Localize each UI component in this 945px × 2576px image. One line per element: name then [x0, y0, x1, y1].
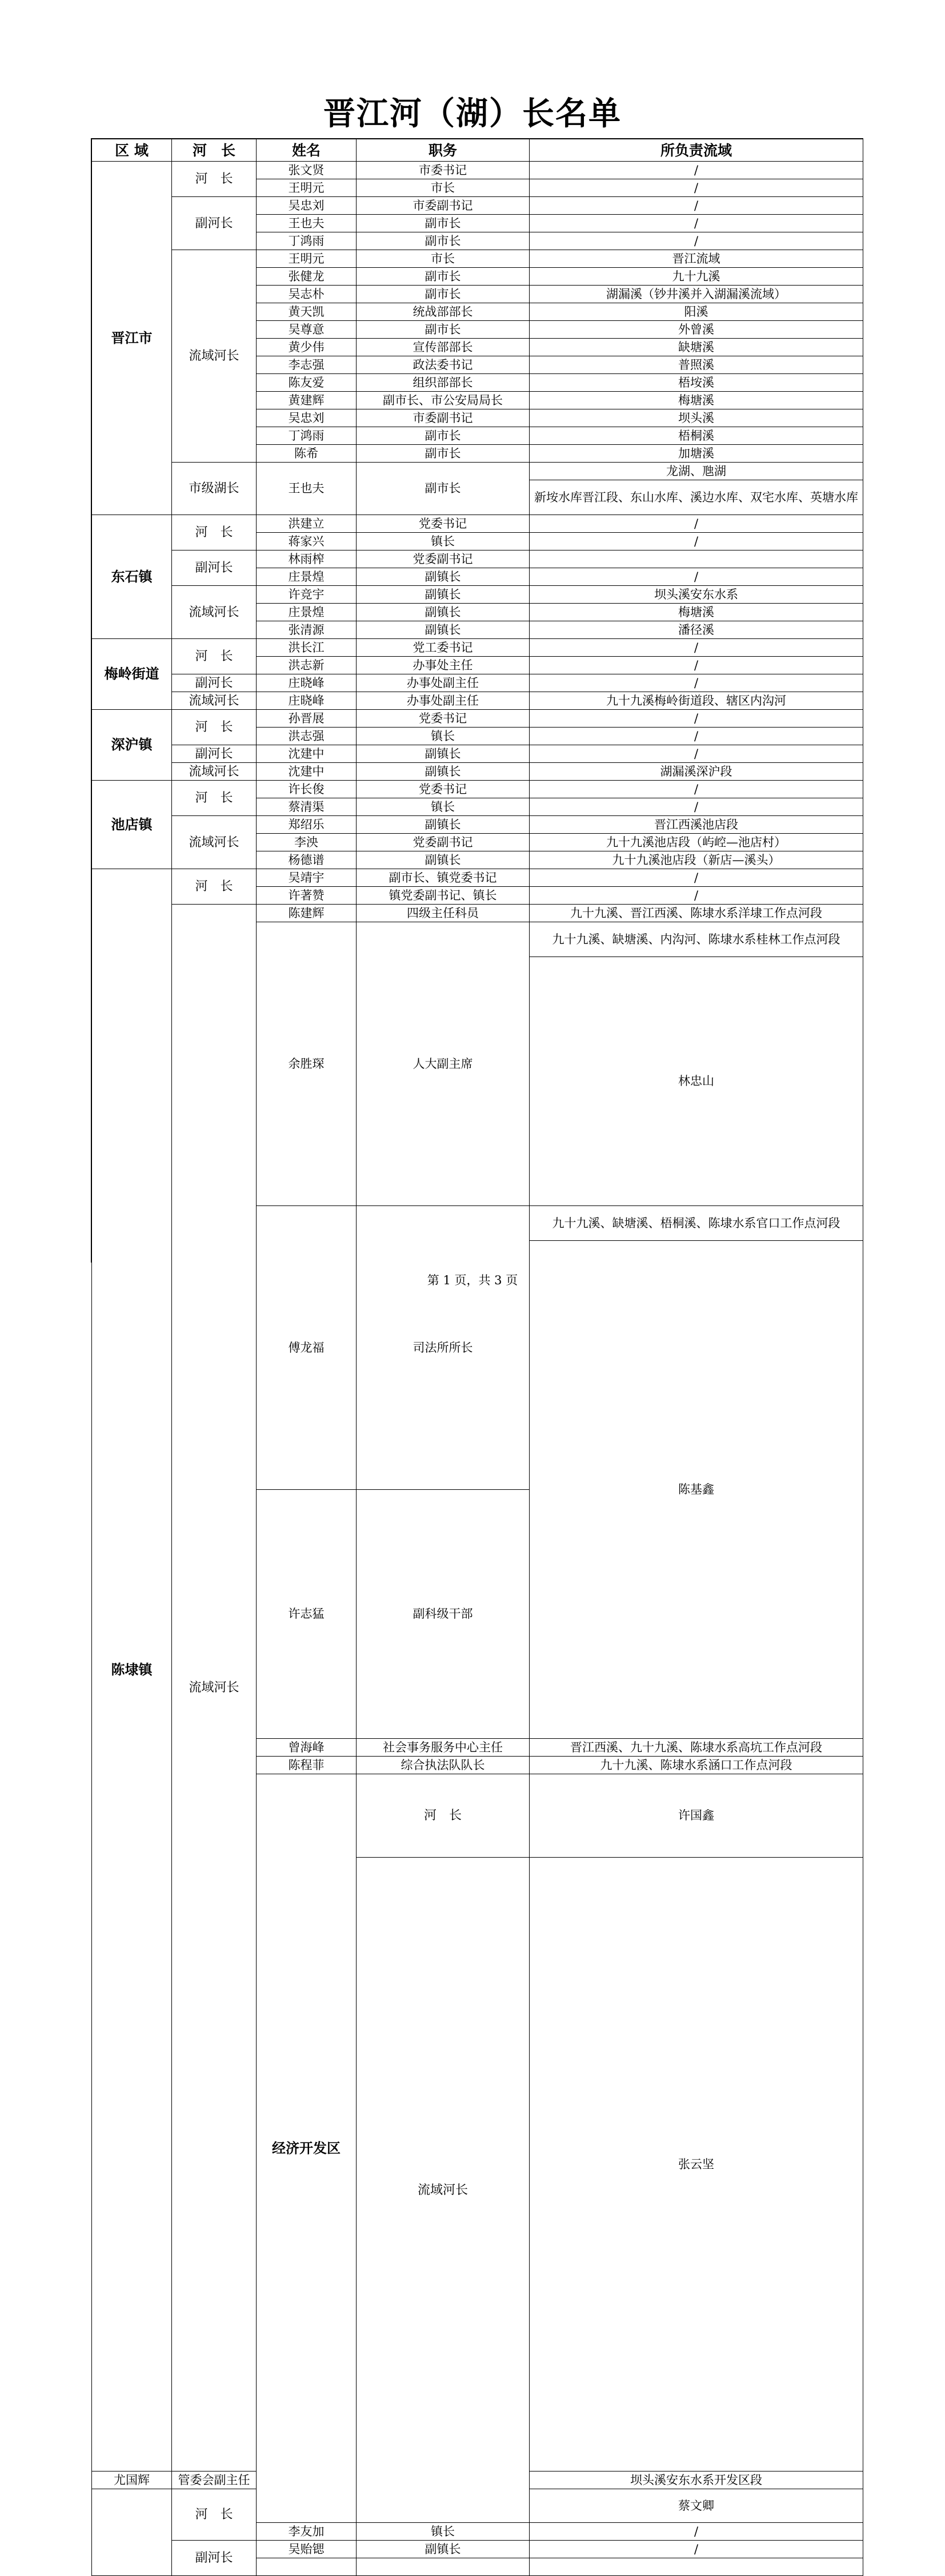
- name-cell: 黄天凯: [257, 303, 357, 321]
- scope-cell: 九十九溪、缺塘溪、内沟河、陈埭水系桂林工作点河段: [530, 922, 863, 957]
- name-cell: [257, 2558, 357, 2576]
- post-cell: 副市长、镇党委书记: [357, 869, 530, 887]
- name-cell: 庄晓峰: [257, 692, 357, 710]
- column-header-role: 河 长: [172, 139, 257, 162]
- table-row: [92, 692, 863, 710]
- scope-cell: 普照溪: [530, 356, 863, 374]
- post-cell: 党委副书记: [357, 834, 530, 851]
- post-cell: 副镇长: [357, 568, 530, 586]
- table-row: [92, 639, 863, 657]
- scope-cell: /: [530, 2523, 863, 2541]
- scope-cell: 坝头溪安东水系: [530, 586, 863, 604]
- name-cell: 丁鸿雨: [257, 427, 357, 445]
- column-header-name: 姓名: [257, 139, 357, 162]
- scope-cell: /: [530, 674, 863, 692]
- name-cell: 庄景煌: [257, 568, 357, 586]
- name-cell: 曾海峰: [257, 1739, 357, 1757]
- name-cell: 王明元: [257, 250, 357, 268]
- role-cell: 河 长: [172, 869, 257, 905]
- name-cell: 林忠山: [530, 957, 863, 1206]
- name-cell: 张清源: [257, 621, 357, 639]
- scope-cell: 坝头溪: [530, 409, 863, 427]
- page-title: 晋江河（湖）长名单: [323, 95, 622, 132]
- scope-cell: 湖漏溪（钞井溪并入湖漏溪流域）: [530, 286, 863, 303]
- table-row: [92, 550, 863, 568]
- post-cell: 副科级干部: [357, 1490, 530, 1739]
- name-cell: 陈友爱: [257, 374, 357, 392]
- scope-cell: /: [530, 179, 863, 197]
- post-cell: 副市长: [357, 463, 530, 515]
- post-cell: 宣传部部长: [357, 339, 530, 356]
- post-cell: 党委书记: [357, 515, 530, 533]
- role-cell: 河 长: [172, 639, 257, 674]
- table-row: [92, 515, 863, 533]
- role-cell: 河 长: [172, 515, 257, 550]
- region-cell: 深沪镇: [92, 710, 172, 781]
- name-cell: 陈建辉: [257, 905, 357, 922]
- scope-cell: [530, 2558, 863, 2576]
- post-cell: 副市长: [357, 321, 530, 339]
- table-row: [92, 250, 863, 268]
- role-cell: 流域河长: [172, 905, 257, 2471]
- name-cell: 余胜琛: [257, 922, 357, 1206]
- role-cell: 流域河长: [172, 692, 257, 710]
- scope-cell: 九十九溪梅岭街道段、辖区内沟河: [530, 692, 863, 710]
- post-cell: 市长: [357, 179, 530, 197]
- scope-cell: 外曾溪: [530, 321, 863, 339]
- scope-cell: 九十九溪: [530, 268, 863, 286]
- post-cell: 人大副主席: [357, 922, 530, 1206]
- scope-cell: 九十九溪、缺塘溪、梧桐溪、陈埭水系官口工作点河段: [530, 1206, 863, 1241]
- scope-cell: 新垵水库晋江段、东山水库、溪边水库、双宅水库、英塘水库: [530, 480, 863, 515]
- post-cell: 副镇长: [357, 763, 530, 781]
- region-cell: [92, 2489, 172, 2576]
- name-cell: 洪志强: [257, 728, 357, 745]
- post-cell: 副市长: [357, 215, 530, 232]
- region-cell: 池店镇: [92, 781, 172, 869]
- scope-cell: 龙湖、虺湖: [530, 463, 863, 480]
- name-cell: 洪长江: [257, 639, 357, 657]
- post-cell: 四级主任科员: [357, 905, 530, 922]
- scope-cell: 湖漏溪深沪段: [530, 763, 863, 781]
- role-cell: 副河长: [172, 674, 257, 692]
- post-cell: 副市长: [357, 232, 530, 250]
- name-cell: 蔡清渠: [257, 798, 357, 816]
- post-cell: 镇长: [357, 728, 530, 745]
- name-cell: 吴志朴: [257, 286, 357, 303]
- name-cell: 王也夫: [257, 215, 357, 232]
- scope-cell: [530, 550, 863, 568]
- scope-cell: 阳溪: [530, 303, 863, 321]
- name-cell: 陈程菲: [257, 1757, 357, 1774]
- table-row: [92, 463, 863, 480]
- table-row: [92, 586, 863, 604]
- scope-cell: /: [530, 745, 863, 763]
- role-cell: 河 长: [172, 710, 257, 745]
- scope-cell: /: [530, 887, 863, 905]
- role-cell: 副河长: [172, 2541, 257, 2576]
- scope-cell: 缺塘溪: [530, 339, 863, 356]
- post-cell: 镇长: [357, 533, 530, 550]
- scope-cell: 坝头溪安东水系开发区段: [530, 2471, 863, 2489]
- table-row: [92, 745, 863, 763]
- name-cell: 李友加: [257, 2523, 357, 2541]
- scope-cell: /: [530, 533, 863, 550]
- name-cell: 尤国辉: [92, 2471, 172, 2489]
- scope-cell: 晋江西溪池店段: [530, 816, 863, 834]
- table-row: [92, 162, 863, 179]
- scope-cell: /: [530, 639, 863, 657]
- table-row: [92, 781, 863, 798]
- name-cell: 孙晋展: [257, 710, 357, 728]
- post-cell: 办事处副主任: [357, 692, 530, 710]
- scope-cell: 九十九溪、晋江西溪、陈埭水系洋埭工作点河段: [530, 905, 863, 922]
- name-cell: 林雨榨: [257, 550, 357, 568]
- role-cell: 流域河长: [357, 1858, 530, 2523]
- role-cell: 流域河长: [172, 816, 257, 869]
- name-cell: 洪建立: [257, 515, 357, 533]
- name-cell: 沈建中: [257, 763, 357, 781]
- post-cell: 市委副书记: [357, 197, 530, 215]
- role-cell: 河 长: [172, 162, 257, 197]
- post-cell: 副镇长: [357, 816, 530, 834]
- scope-cell: 梧垵溪: [530, 374, 863, 392]
- role-cell: 河 长: [172, 781, 257, 816]
- post-cell: 市委副书记: [357, 409, 530, 427]
- post-cell: 党委副书记: [357, 550, 530, 568]
- name-cell: 陈基鑫: [530, 1241, 863, 1739]
- region-cell: 梅岭街道: [92, 639, 172, 710]
- name-cell: 许著赞: [257, 887, 357, 905]
- post-cell: 镇长: [357, 798, 530, 816]
- region-cell: 陈埭镇: [92, 869, 172, 2471]
- post-cell: 镇党委副书记、镇长: [357, 887, 530, 905]
- post-cell: 副市长: [357, 427, 530, 445]
- region-cell: 经济开发区: [257, 1774, 357, 2523]
- post-cell: 统战部部长: [357, 303, 530, 321]
- name-cell: 庄晓峰: [257, 674, 357, 692]
- name-cell: 黄建辉: [257, 392, 357, 409]
- region-cell: 东石镇: [92, 515, 172, 639]
- post-cell: 镇长: [357, 2523, 530, 2541]
- column-header-region: 区 域: [92, 139, 172, 162]
- name-cell: 张文贤: [257, 162, 357, 179]
- scope-cell: 九十九溪池店段（屿崆—池店村）: [530, 834, 863, 851]
- post-cell: 副镇长: [357, 621, 530, 639]
- post-cell: 组织部部长: [357, 374, 530, 392]
- post-cell: 市委书记: [357, 162, 530, 179]
- name-cell: 沈建中: [257, 745, 357, 763]
- name-cell: 吴尊意: [257, 321, 357, 339]
- table-row: [92, 869, 863, 887]
- table-row: [92, 905, 863, 922]
- name-cell: 陈希: [257, 445, 357, 463]
- scope-cell: 梅塘溪: [530, 392, 863, 409]
- role-cell: 河 长: [357, 1774, 530, 1858]
- name-cell: 吴忠刘: [257, 197, 357, 215]
- post-cell: 党工委书记: [357, 639, 530, 657]
- table-row: [92, 674, 863, 692]
- role-cell: 副河长: [172, 745, 257, 763]
- post-cell: 管委会副主任: [172, 2471, 257, 2489]
- scope-cell: 晋江西溪、九十九溪、陈埭水系高坑工作点河段: [530, 1739, 863, 1757]
- name-cell: 傅龙福: [257, 1206, 357, 1490]
- post-cell: 副市长: [357, 445, 530, 463]
- scope-cell: /: [530, 515, 863, 533]
- post-cell: 市长: [357, 250, 530, 268]
- scope-cell: /: [530, 568, 863, 586]
- column-header-scope: 所负责流域: [530, 139, 863, 162]
- post-cell: 副镇长: [357, 2541, 530, 2558]
- region-cell: 晋江市: [92, 162, 172, 515]
- post-cell: 副镇长: [357, 586, 530, 604]
- scope-cell: /: [530, 657, 863, 674]
- scope-cell: 加塘溪: [530, 445, 863, 463]
- river-chief-table: [91, 139, 863, 2576]
- scope-cell: /: [530, 798, 863, 816]
- name-cell: 王也夫: [257, 463, 357, 515]
- post-cell: 副市长、市公安局局长: [357, 392, 530, 409]
- table-row: [92, 816, 863, 834]
- post-cell: 社会事务服务中心主任: [357, 1739, 530, 1757]
- post-cell: 办事处主任: [357, 657, 530, 674]
- post-cell: 副镇长: [357, 851, 530, 869]
- name-cell: 张云坚: [530, 1858, 863, 2471]
- post-cell: 副镇长: [357, 604, 530, 621]
- name-cell: 李泱: [257, 834, 357, 851]
- scope-cell: 晋江流域: [530, 250, 863, 268]
- scope-cell: /: [530, 162, 863, 179]
- table-row: [92, 2541, 863, 2558]
- post-cell: 综合执法队队长: [357, 1757, 530, 1774]
- scope-cell: /: [530, 232, 863, 250]
- table-row: [92, 763, 863, 781]
- name-cell: 蒋家兴: [257, 533, 357, 550]
- scope-cell: /: [530, 869, 863, 887]
- scope-cell: /: [530, 728, 863, 745]
- table-header-row: [92, 139, 863, 162]
- post-cell: 党委书记: [357, 781, 530, 798]
- name-cell: 许竞宇: [257, 586, 357, 604]
- scope-cell: 九十九溪、陈埭水系涵口工作点河段: [530, 1757, 863, 1774]
- name-cell: 吴忠刘: [257, 409, 357, 427]
- name-cell: 吴贻锶: [257, 2541, 357, 2558]
- role-cell: 流域河长: [172, 586, 257, 639]
- post-cell: 党委书记: [357, 710, 530, 728]
- table-body: [92, 162, 863, 2576]
- role-cell: 市级湖长: [172, 463, 257, 515]
- post-cell: 副市长: [357, 268, 530, 286]
- page-number: 第 1 页，共 3 页: [427, 1273, 518, 1287]
- post-cell: 办事处副主任: [357, 674, 530, 692]
- name-cell: 丁鸿雨: [257, 232, 357, 250]
- name-cell: 许国鑫: [530, 1774, 863, 1858]
- role-cell: 流域河长: [172, 250, 257, 463]
- table-row: [92, 710, 863, 728]
- name-cell: 郑绍乐: [257, 816, 357, 834]
- post-cell: 司法所所长: [357, 1206, 530, 1490]
- post-cell: 副镇长: [357, 745, 530, 763]
- table-row: [92, 197, 863, 215]
- scope-cell: /: [530, 2541, 863, 2558]
- name-cell: 王明元: [257, 179, 357, 197]
- role-cell: 副河长: [172, 197, 257, 250]
- name-cell: 黄少伟: [257, 339, 357, 356]
- scope-cell: /: [530, 781, 863, 798]
- name-cell: 杨德谱: [257, 851, 357, 869]
- role-cell: 流域河长: [172, 763, 257, 781]
- name-cell: 吴靖宇: [257, 869, 357, 887]
- post-cell: 政法委书记: [357, 356, 530, 374]
- scope-cell: 潘径溪: [530, 621, 863, 639]
- post-cell: [357, 2558, 530, 2576]
- scope-cell: /: [530, 710, 863, 728]
- role-cell: 河 长: [172, 2489, 257, 2541]
- name-cell: 许志猛: [257, 1490, 357, 1739]
- scope-cell: 梧桐溪: [530, 427, 863, 445]
- role-cell: 副河长: [172, 550, 257, 586]
- name-cell: 李志强: [257, 356, 357, 374]
- name-cell: 庄景煌: [257, 604, 357, 621]
- scope-cell: /: [530, 197, 863, 215]
- column-header-post: 职务: [357, 139, 530, 162]
- scope-cell: /: [530, 215, 863, 232]
- scope-cell: 梅塘溪: [530, 604, 863, 621]
- name-cell: 张健龙: [257, 268, 357, 286]
- name-cell: 蔡文卿: [530, 2489, 863, 2523]
- name-cell: 许长俊: [257, 781, 357, 798]
- post-cell: 副市长: [357, 286, 530, 303]
- scope-cell: 九十九溪池店段（新店—溪头）: [530, 851, 863, 869]
- name-cell: 洪志新: [257, 657, 357, 674]
